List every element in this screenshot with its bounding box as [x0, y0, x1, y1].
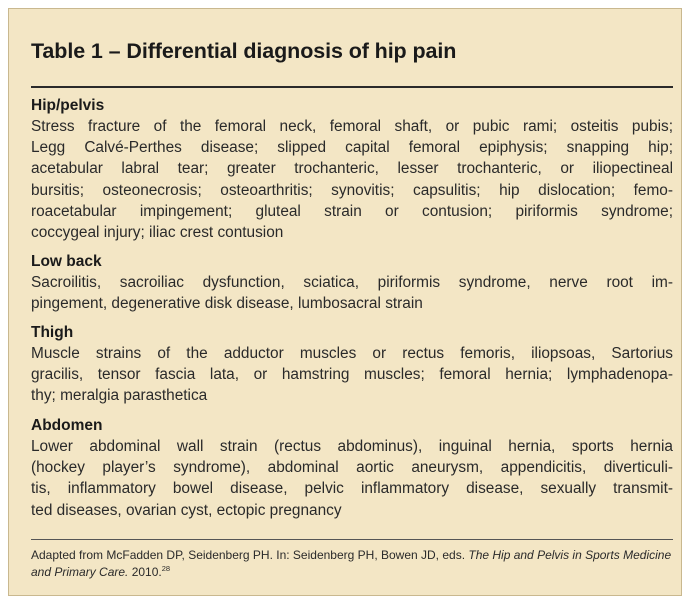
section-body	[31, 116, 673, 243]
section-heading: Thigh	[31, 324, 74, 341]
table-box	[8, 8, 682, 596]
body-line: Lower abdominal wall strain (rectus abdominus), inguinal hernia, sports hernia	[31, 438, 673, 455]
body-line: coccygeal injury; iliac crest contusion	[31, 224, 284, 242]
section-body	[31, 272, 673, 314]
section-body	[31, 343, 673, 407]
source-rule	[31, 539, 673, 540]
body-line: acetabular labral tear; greater trochanteric, lesser trochanteric, or iliopectineal	[31, 160, 673, 178]
source-prefix: Adapted from McFadden DP, Seidenberg PH. In: Seidenberg PH, Bowen JD, eds.	[31, 548, 469, 562]
section-heading: Low back	[31, 253, 102, 270]
body-line: roacetabular impingement; gluteal strain or contusion; piriformis syndrome;	[31, 202, 673, 220]
source-reference: 28	[161, 563, 171, 573]
section-heading: Abdomen	[31, 417, 103, 434]
body-line: Legg Calvé-Perthes disease; slipped capital femoral epiphysis; snapping hip;	[31, 139, 673, 157]
source-book-title: The Hip and Pelvis in Sports Medicine and Primary Care.	[31, 548, 672, 579]
source-year: 2010.	[128, 564, 162, 579]
body-line: bursitis; osteonecrosis; osteoarthritis; synovitis; capsulitis; hip dislocation; femo-	[31, 181, 673, 199]
section-heading: Hip/pelvis	[31, 97, 105, 114]
section-low-back	[31, 251, 673, 314]
body-line: Stress fracture of the femoral neck, femoral shaft, or pubic rami; osteitis pubis;	[31, 118, 673, 135]
body-line: (hockey player’s syndrome), abdominal aortic aneurysm, appendicitis, diverticuli-	[31, 459, 673, 477]
body-line: gracilis, tensor fascia lata, or hamstring muscles; femoral hernia; lymphadenopa-	[31, 366, 673, 384]
section-body	[31, 436, 673, 521]
body-line: tis, inflammatory bowel disease, pelvic inflammatory disease, sexually transmit-	[31, 480, 673, 498]
body-line: ted diseases, ovarian cyst, ectopic pregnancy	[31, 501, 342, 519]
body-line: Sacroilitis, sacroiliac dysfunction, sciatica, piriformis syndrome, nerve root im-	[31, 274, 673, 291]
body-line: pingement, degenerative disk disease, lumbosacral strain	[31, 295, 423, 313]
source-note	[31, 547, 673, 580]
section-abdomen	[31, 415, 673, 521]
table-title: Table 1 – Differential diagnosis of hip pain	[31, 39, 457, 63]
body-line: thy; meralgia parasthetica	[31, 387, 208, 405]
section-hip-pelvis	[31, 95, 673, 243]
title-rule	[31, 86, 673, 88]
section-thigh	[31, 322, 673, 407]
body-line: Muscle strains of the adductor muscles or rectus femoris, iliopsoas, Sartorius	[31, 345, 673, 362]
